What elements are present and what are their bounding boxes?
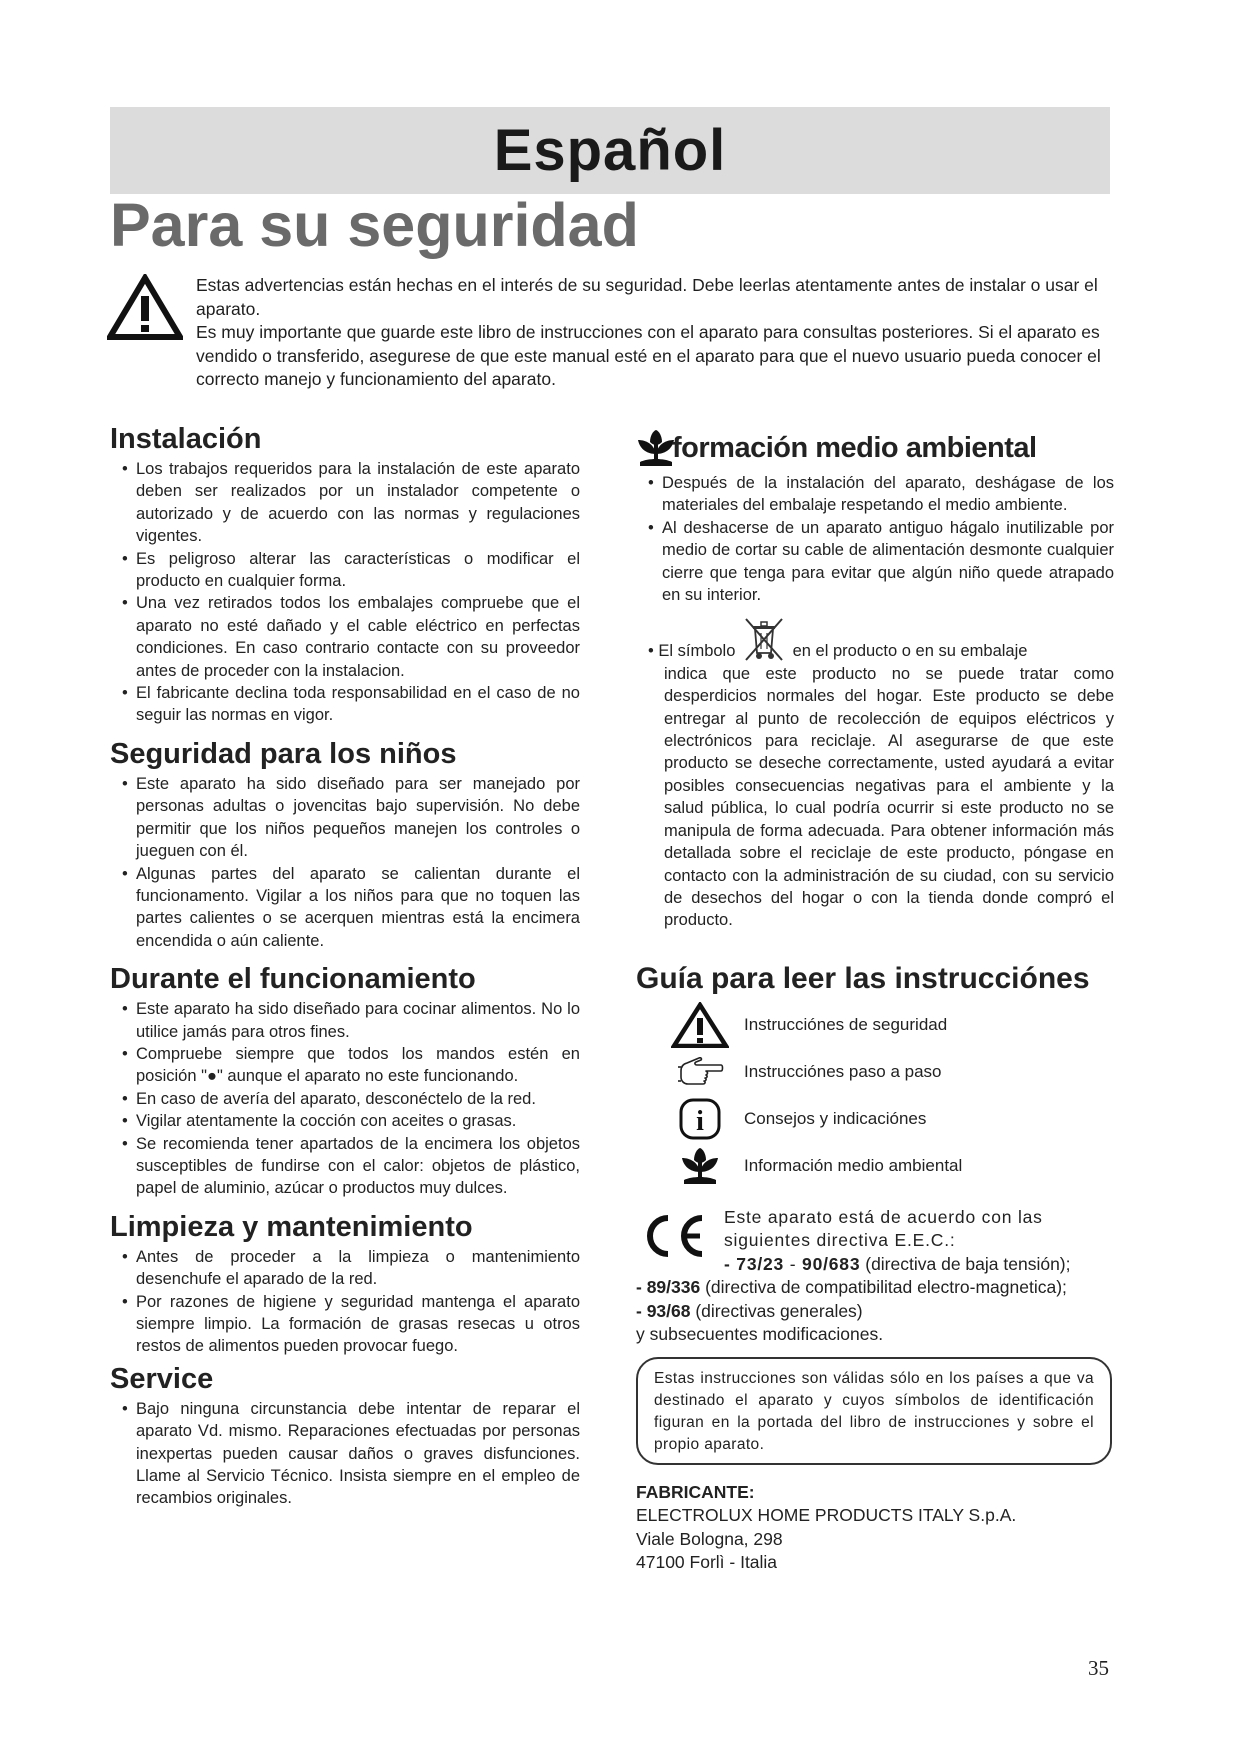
manufacturer-line: 47100 Forlì - Italia (636, 1552, 778, 1573)
ce-directive: - 89/336 (636, 1277, 701, 1298)
section-title: Service (110, 1362, 214, 1395)
ce-directive-text: (directiva de compatibilitad electro-magnetica); (700, 1277, 1067, 1298)
list-item: • El fabricante declina toda responsabilidad en el caso de no seguir las normas en vigor. (110, 682, 580, 727)
section-title: Seguridad para los niños (110, 737, 457, 770)
list-item: • Este aparato ha sido diseñado para ser manejado por personas adultas o jovencitas bajo supervisión. No debe permitir que los niños pequeños manejen los controles o jueguen con él. (110, 773, 580, 863)
guide-label: Instrucciónes de seguridad (744, 1015, 948, 1035)
manufacturer-title: FABRICANTE: (636, 1481, 755, 1502)
list-item: • Bajo ninguna circunstancia debe intentar de reparar el aparato Vd. mismo. Reparaciones efectuadas por personas inexpertas pueden causar daños o graves disfunciones. Llame al Servicio Técnico. Insista siempre en el empleo de recambios originales. (110, 1398, 580, 1510)
ce-declaration (636, 1206, 1114, 1347)
list-item: • Los trabajos requeridos para la instalación de este aparato deben ser realizados por un instalador competente o autorizado y de acuerdo con las normas y regulaciones vigentes. (110, 458, 580, 548)
language-title: Español (493, 118, 727, 183)
ce-directive-text: (directiva de baja tensión); (860, 1253, 1071, 1274)
ce-separator: - (784, 1253, 803, 1274)
section-limpieza (110, 1208, 580, 1358)
ce-directive: - 93/68 (636, 1300, 691, 1321)
weee-body: indica que este producto no se puede tratar como desperdicios normales del hogar. Este producto se debe entregar al punto de recolección de equipos eléctricos y electrónicos para reciclaje. Al asegurarse de que este producto se deseche correctamente, usted ayudará a evitar posibles consecuencias negativas para el ambiente y la salud pública, lo cual podría ocurrir si este producto no se manipula de forma adecuada. Para obtener información más detallada sobre el reciclaje de este producto, póngase en contacto con la administración de su ciudad, con su servicio de desechos del hogar o con la tienda donde compró el producto. (664, 664, 1114, 930)
ce-directive: 90/683 (802, 1253, 861, 1274)
crossed-bin-icon (742, 616, 786, 662)
guide-label: Instrucciónes paso a paso (744, 1062, 942, 1082)
list-item: • Vigilar atentamente la cocción con aceites o grasas. (110, 1110, 580, 1132)
warning-triangle-icon (671, 1002, 729, 1048)
manufacturer-line: ELECTROLUX HOME PRODUCTS ITALY S.p.A. (636, 1505, 1017, 1526)
page-title: Para su seguridad (110, 191, 639, 259)
guide-row-safety (636, 1002, 1114, 1049)
list-item: • Por razones de higiene y seguridad mantenga el aparato siempre limpio. La formación de grasas resecas u otros restos de alimentos pueden provocar fuego. (110, 1291, 580, 1358)
left-column (110, 420, 580, 1510)
list-item: • Se recomienda tener apartados de la encimera los objetos susceptibles de fundirse con el calor: objetos de plástico, papel de aluminio, azúcar o productos muy dulces. (110, 1133, 580, 1200)
guide-row-steps (636, 1049, 1114, 1096)
right-column (636, 420, 1114, 1575)
svg-text:i: i (696, 1106, 704, 1138)
section-title: formación medio ambiental (672, 431, 1037, 464)
intro-text (196, 274, 1114, 392)
pointing-hand-icon (675, 1057, 725, 1087)
warning-triangle-icon (107, 274, 183, 340)
list-item: • Este aparato ha sido diseñado para cocinar alimentos. No lo utilice jamás para otros fines. (110, 998, 580, 1043)
section-title: Guía para leer las instrucciónes (636, 961, 1090, 995)
guide-row-environment (636, 1143, 1114, 1190)
page-number: 35 (1088, 1656, 1109, 1680)
environment-leaf-icon (680, 1146, 720, 1186)
ce-mark-icon (638, 1210, 708, 1260)
section-title: Limpieza y mantenimiento (110, 1210, 473, 1243)
environment-header (636, 428, 1114, 468)
list-item: • Compruebe siempre que todos los mandos estén en posición "●" aunque el aparato no este funcionando. (110, 1043, 580, 1088)
guide-row-tips (636, 1096, 1114, 1143)
list-item: • Antes de proceder a la limpieza o mantenimiento desenchufe el aparado de la red. (110, 1246, 580, 1291)
weee-suffix: producto o en su embalaje (832, 642, 1028, 661)
list-item: • Algunas partes del aparato se calientan durante el funcionamento. Vigilar a los niños para que no toquen las partes calientes o se acerquen mientras está la encimera encendida o aún caliente. (110, 863, 580, 953)
section-title: Instalación (110, 423, 262, 455)
intro-paragraph: Estas advertencias están hechas en el interés de su seguridad. Debe leerlas atentamente antes de instalar o usar el aparato. (196, 275, 1098, 319)
guide-label: Información medio ambiental (744, 1156, 963, 1176)
language-banner (110, 107, 1110, 194)
weee-mid: en el (792, 642, 829, 661)
section-service (110, 1360, 580, 1510)
ce-closing: y subsecuentes modificaciones. (636, 1324, 884, 1345)
ce-directive-text: (directivas generales) (690, 1300, 863, 1321)
list-item: • Después de la instalación del aparato, deshágase de los materiales del embalaje respetando el medio ambiente. (636, 472, 1114, 517)
section-instalacion (110, 420, 580, 727)
environment-leaf-icon (636, 428, 676, 468)
manufacturer (636, 1481, 1114, 1575)
manufacturer-line: Viale Bologna, 298 (636, 1528, 783, 1549)
intro-paragraph: Es muy importante que guarde este libro de instrucciones con el aparato para consultas posteriores. Si el aparato es vendido o transferido, asegurese de que este manual esté en el aparato para que el nuevo usuario pueda conocer el correcto manejo y funcionamiento del aparato. (196, 322, 1101, 389)
validity-notice: Estas instrucciones son válidas sólo en los países a que va destinado el aparato y cuyos símbolos de identificación figuran en la portada del libro de instrucciones y sobre el propio aparato. (636, 1357, 1112, 1465)
guide-section (636, 962, 1114, 1190)
info-icon (678, 1097, 722, 1141)
weee-line: • El símbolo en el producto o en su embalaje (636, 640, 1114, 662)
list-item: • Una vez retirados todos los embalajes compruebe que el aparato no esté dañado y el cable eléctrico en perfectas condiciones. En caso contrario contacte con su proveedor antes de proceder con la instalacion. (110, 592, 580, 682)
ce-intro: Este aparato está de acuerdo con las siguientes directiva E.E.C.: (724, 1206, 1043, 1251)
list-item: • En caso de avería del aparato, desconéctelo de la red. (110, 1088, 580, 1110)
section-title: Durante el funcionamiento (110, 963, 476, 996)
section-funcionamiento (110, 960, 580, 1200)
section-seguridad-ninos (110, 735, 580, 952)
ce-directive: - 73/23 (724, 1253, 785, 1274)
guide-label: Consejos y indicaciónes (744, 1109, 927, 1129)
list-item: • Es peligroso alterar las características o modificar el producto en cualquier forma. (110, 548, 580, 593)
list-item: • Al deshacerse de un aparato antiguo hágalo inutilizable por medio de cortar su cable de alimentación desmonte cualquier cierre que tenga para evitar que algún niño quede atrapado en su interior. (636, 517, 1114, 607)
weee-prefix: El símbolo (658, 642, 736, 661)
